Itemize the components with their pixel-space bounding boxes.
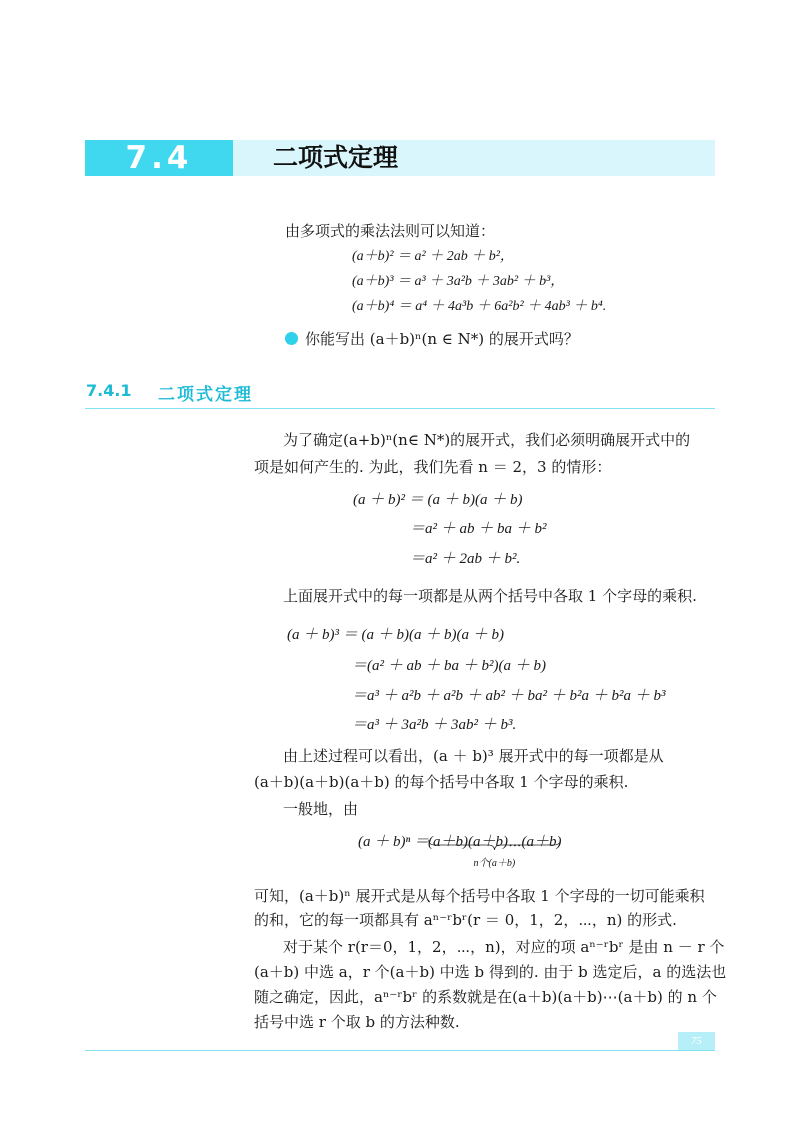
page-number: 75 [691, 1035, 702, 1047]
equation-n3-line-2: ＝(a² ＋ ab ＋ ba ＋ b²)(a ＋ b) [352, 658, 546, 674]
body-paragraph-3-line-2: (a＋b)(a＋b)(a＋b) 的每个括号中各取 1 个字母的乘积. [254, 773, 629, 791]
question-bullet-icon [285, 332, 298, 345]
intro-lead: 由多项式的乘法法则可以知道： [285, 222, 496, 240]
body-paragraph-2: 上面展开式中的每一项都是从两个括号中各取 1 个字母的乘积. [283, 587, 697, 605]
equation-n2-line-1: (a ＋ b)² ＝ (a ＋ b)(a ＋ b) [353, 492, 523, 508]
equation-n3-line-1: (a ＋ b)³ ＝ (a ＋ b)(a ＋ b)(a ＋ b) [287, 627, 504, 643]
intro-question: 你能写出 (a＋b)ⁿ(n ∈ N*) 的展开式吗？ [305, 330, 579, 348]
equation-general-right: (a＋b)(a＋b)⋯(a＋b) [428, 834, 562, 850]
subsection-number: 7.4.1 [86, 381, 132, 400]
body-paragraph-5-line-1: 可知，(a＋b)ⁿ 展开式是从每个括号中各取 1 个字母的一切可能乘积 [254, 887, 705, 905]
body-paragraph-6-line-4: 括号中选 r 个取 b 的方法种数. [254, 1013, 460, 1031]
body-paragraph-4: 一般地，由 [283, 800, 359, 818]
equation-n3-line-3: ＝a³ ＋ a²b ＋ a²b ＋ ab² ＋ ba² ＋ b²a ＋ b²a ＋ b³ [352, 688, 666, 704]
equation-general-left: (a ＋ b)ⁿ ＝ [358, 834, 429, 850]
body-paragraph-3-line-1: 由上述过程可以看出，(a ＋ b)³ 展开式中的每一项都是从 [283, 747, 664, 765]
equation-n2-line-2: ＝a² ＋ ab ＋ ba ＋ b² [410, 521, 547, 537]
subsection-title: 二项式定理 [158, 385, 253, 405]
body-paragraph-1-line-1: 为了确定(a+b)ⁿ(n∈ N*)的展开式，我们必须明确展开式中的 [283, 431, 691, 449]
section-number: 7.4 [125, 140, 193, 176]
body-paragraph-6-line-2: (a＋b) 中选 a，r 个(a＋b) 中选 b 得到的. 由于 b 选定后，a 的选法也 [254, 963, 727, 981]
intro-expansion-2: (a＋b)² ＝ a² ＋ 2ab ＋ b²， [352, 249, 514, 264]
footer-divider [85, 1050, 715, 1051]
underbrace-label: n个(a＋b) [473, 858, 516, 869]
body-paragraph-6-line-1: 对于某个 r(r＝0，1，2，⋯，n)，对应的项 aⁿ⁻ʳbʳ 是由 n － r 个 [283, 938, 725, 956]
subsection-divider [85, 408, 715, 409]
body-paragraph-5-line-2: 的和，它的每一项都具有 aⁿ⁻ʳbʳ(r ＝ 0，1，2，⋯，n) 的形式. [254, 911, 677, 929]
intro-expansion-4: (a＋b)⁴ ＝ a⁴ ＋ 4a³b ＋ 6a²b² ＋ 4ab³ ＋ b⁴. [352, 299, 607, 314]
body-paragraph-6-line-3: 随之确定，因此，aⁿ⁻ʳbʳ 的系数就是在(a＋b)(a＋b)⋯(a＋b) 的 n 个 [254, 988, 717, 1006]
section-title: 二项式定理 [273, 143, 399, 172]
equation-n3-line-4: ＝a³ ＋ 3a²b ＋ 3ab² ＋ b³. [352, 717, 517, 733]
equation-n2-line-3: ＝a² ＋ 2ab ＋ b². [410, 551, 521, 567]
body-paragraph-1-line-2: 项是如何产生的. 为此，我们先看 n ＝ 2，3 的情形： [254, 458, 612, 476]
intro-expansion-3: (a＋b)³ ＝ a³ ＋ 3a²b ＋ 3ab² ＋ b³， [352, 274, 565, 289]
underbrace-icon [428, 837, 561, 853]
